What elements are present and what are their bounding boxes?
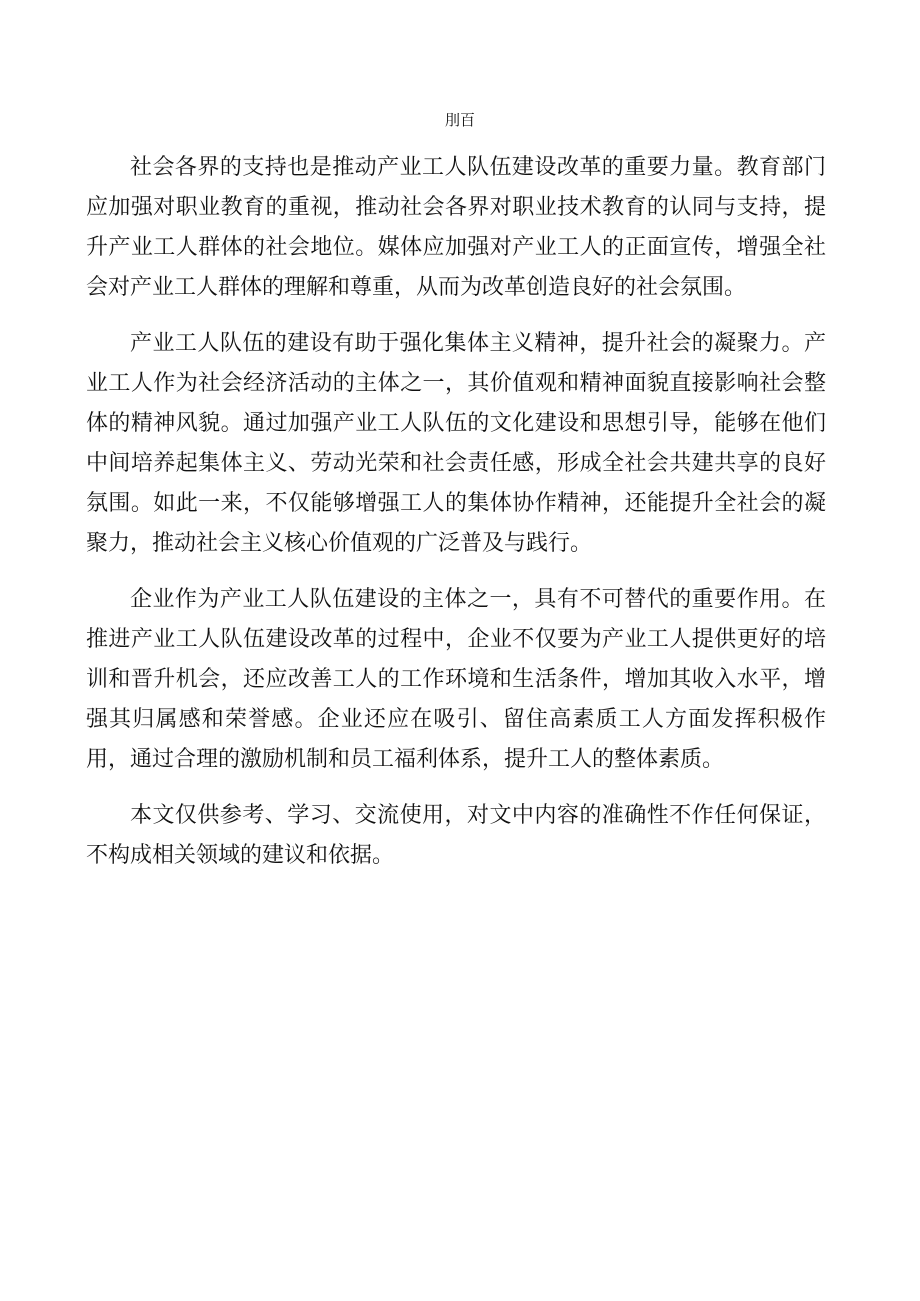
page-heading: 刖百 <box>444 111 475 129</box>
document-body <box>86 148 826 892</box>
paragraph-enterprise-role: 企业作为产业工人队伍建设的主体之一，具有不可替代的重要作用。在推进产业工人队伍建设改革的过程中，企业不仅要为产业工人提供更好的培训和晋升机会，还应改善工人的工作环境和生活条件，增加其收入水平，增强其归属感和荣誉感。企业还应在吸引、留住高素质工人方面发挥积极作用，通过合理的激励机制和员工福利体系，提升工人的整体素质。 <box>86 587 826 772</box>
paragraph-social-support: 社会各界的支持也是推动产业工人队伍建设改革的重要力量。教育部门应加强对职业教育的重视，推动社会各界对职业技术教育的认同与支持，提升产业工人群体的社会地位。媒体应加强对产业工人的正面宣传，增强全社会对产业工人群体的理解和尊重，从而为改革创造良好的社会氛围。 <box>86 155 826 300</box>
paragraph-disclaimer: 本文仅供参考、学习、交流使用，对文中内容的准确性不作任何保证，不构成相关领域的建议和依据。 <box>86 803 826 868</box>
paragraph-collectivism: 产业工人队伍的建设有助于强化集体主义精神，提升社会的凝聚力。产业工人作为社会经济活动的主体之一，其价值观和精神面貌直接影响社会整体的精神风貌。通过加强产业工人队伍的文化建设和思想引导，能够在他们中间培养起集体主义、劳动光荣和社会责任感，形成全社会共建共享的良好氛围。如此一来，不仅能够增强工人的集体协作精神，还能提升全社会的凝聚力，推动社会主义核心价值观的广泛普及与践行。 <box>86 331 826 556</box>
